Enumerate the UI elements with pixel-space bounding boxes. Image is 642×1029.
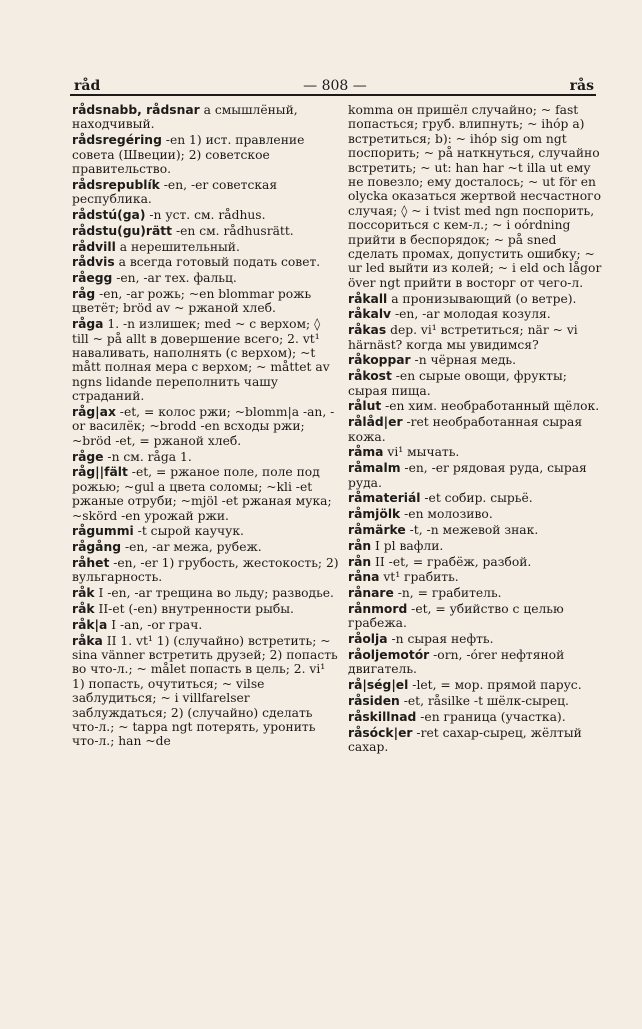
entry-headword: rådstu(gu)rätt — [72, 223, 173, 238]
dictionary-entry — [72, 103, 340, 132]
dictionary-entry — [72, 240, 340, 254]
dictionary-entry — [348, 415, 602, 444]
entry-definition: -en, -er советская республика. — [72, 177, 278, 207]
dictionary-entry — [348, 461, 602, 490]
entry-definition: -en граница (участка). — [416, 709, 566, 724]
dictionary-entry — [348, 307, 602, 321]
entry-definition: I -an, -or грач. — [107, 617, 203, 632]
entry-headword: råolja — [348, 632, 388, 647]
entry-definition: -n сырая нефть. — [387, 632, 494, 647]
entry-definition: -en молозиво. — [400, 507, 493, 522]
entry-definition: -orn, -órer нефтяной двигатель. — [348, 648, 565, 677]
dictionary-entry — [348, 399, 602, 413]
dictionary-entry — [348, 632, 602, 646]
entry-headword: rånare — [348, 586, 394, 601]
entry-headword: råna — [348, 570, 380, 585]
entry-headword: råmateriál — [348, 491, 421, 506]
entry-headword: råka — [72, 633, 103, 648]
dictionary-entry — [348, 323, 602, 352]
right-column — [348, 103, 602, 756]
entry-definition: -en см. rådhusrätt. — [172, 223, 294, 238]
entry-definition: -en, -ar тех. фальц. — [112, 271, 237, 286]
dictionary-entry — [348, 586, 602, 600]
entry-definition: a смышлёный, находчивый. — [72, 103, 298, 132]
entry-definition: -n чёрная медь. — [410, 353, 517, 368]
entry-headword: råk — [72, 586, 95, 601]
entry-definition: -t, -n межевой знак. — [405, 523, 539, 538]
entry-headword: råmärke — [348, 523, 406, 538]
dictionary-entry — [72, 208, 340, 222]
entry-headword: råegg — [72, 271, 113, 286]
dictionary-entry — [72, 540, 340, 554]
entry-definition: -en, -ar рожь; ~en blommar рожь цветёт; bröd av ~ ржаной хлеб. — [72, 287, 312, 316]
entry-definition: -et собир. сырьё. — [420, 491, 533, 506]
entry-definition: -en, -er рядовая руда, сырая руда. — [348, 461, 587, 490]
dictionary-entry — [348, 445, 602, 459]
entry-headword: råma — [348, 445, 384, 460]
dictionary-entry — [72, 133, 340, 176]
dictionary-entry — [72, 465, 340, 523]
entry-headword: råg||fält — [72, 465, 128, 480]
entry-definition: -et, = убийство с целью грабежа. — [348, 602, 564, 631]
dictionary-entry — [348, 678, 602, 692]
entry-definition: -ret сахар-сырец, жёлтый сахар. — [348, 725, 582, 755]
entry-headword: råg|ax — [72, 405, 116, 420]
entry-definition: -n, = грабитель. — [393, 586, 502, 601]
entry-headword: råmalm — [348, 461, 401, 476]
dictionary-entry — [348, 570, 602, 584]
dictionary-entry — [72, 450, 340, 464]
entry-definition: -et, = ржаное поле, поле под рожью; ~gul a цвета соломы; ~kli -et ржаные отруби; ~mjöl -et ржаная мука; ~skörd -en урожай ржи. — [72, 465, 332, 523]
entry-definition: -en, -ar молодая козуля. — [391, 307, 551, 322]
entry-definition: II 1. vt¹ 1) (случайно) встретить; ~ sina vänner встретить друзей; 2) попасть во что-л.; ~ målet попасть в цель; 2. vi¹ 1) попасть, очутиться; ~ vilse заблудиться; ~ i villfarelser заблуждаться; 2) (случайно) сделать что-л.; ~ tappa ngt потерять, уронить что-л.; han ~de — [72, 633, 338, 749]
dictionary-entry — [348, 523, 602, 537]
entry-headword: råhet — [72, 556, 110, 571]
dictionary-entry — [348, 507, 602, 521]
dictionary-entry — [348, 292, 602, 306]
entry-headword: råg — [72, 287, 96, 301]
dictionary-entry — [348, 539, 602, 553]
entry-headword: råkost — [348, 369, 392, 384]
dictionary-entry — [72, 224, 340, 238]
entry-definition: -en, -ar межа, рубеж. — [121, 540, 262, 555]
dictionary-entry — [72, 255, 340, 269]
entry-headword: råk|a — [72, 617, 108, 632]
entry-definition: -en, -er 1) грубость, жестокость; 2) вульгарность. — [72, 556, 339, 585]
entry-definition: vi¹ мычать. — [383, 445, 460, 460]
dictionary-entry — [348, 694, 602, 708]
entry-headword: rådvill — [72, 239, 116, 254]
entry-definition: -n см. råga 1. — [103, 449, 192, 464]
dictionary-entry — [348, 602, 602, 631]
entry-headword: råkalv — [348, 307, 392, 322]
entry-definition: dep. vi¹ встретиться; när ~ vi härnäst? когда мы увидимся? — [348, 323, 578, 352]
dictionary-entry — [348, 648, 602, 677]
header-right-word: rås — [569, 78, 594, 94]
dictionary-entry — [72, 524, 340, 538]
entry-headword: råga — [72, 317, 104, 332]
entry-definition: I pl вафли. — [371, 538, 444, 553]
entry-definition: -ret необработанная сырая кожа. — [348, 415, 583, 444]
page-header — [74, 72, 594, 94]
entry-headword: rågummi — [72, 524, 134, 539]
entry-definition: -en сырые овощи, фрукты; сырая пища. — [348, 369, 567, 398]
dictionary-entry — [72, 178, 340, 207]
entry-headword: rågång — [72, 540, 122, 555]
entry-headword: råkoppar — [348, 353, 411, 368]
entry-definition: -en хим. необработанный щёлок. — [381, 399, 600, 414]
entry-headword: rån — [348, 538, 372, 553]
entry-definition: -n уст. см. rådhus. — [145, 208, 266, 223]
entry-definition: vt¹ грабить. — [379, 570, 459, 585]
dictionary-entry — [348, 710, 602, 724]
dictionary-entry — [72, 618, 340, 632]
dictionary-entry — [72, 317, 340, 403]
entry-definition: -en 1) ист. правление совета (Швеции); 2) советское правительство. — [72, 133, 305, 177]
entry-headword: råge — [72, 449, 104, 464]
dictionary-entry — [72, 602, 340, 616]
dictionary-entry — [72, 556, 340, 585]
entry-headword: rålåd|er — [348, 415, 403, 430]
entry-definition: II -et, = грабёж, разбой. — [371, 554, 532, 569]
entry-definition: a пронизывающий (о ветре). — [387, 291, 577, 306]
entry-definition: II-et (-en) внутренности рыбы. — [94, 602, 294, 617]
entry-headword: råskillnad — [348, 709, 417, 724]
entry-headword: råk — [72, 602, 95, 617]
entry-headword: rålut — [348, 399, 382, 414]
entry-headword: rådstú(ga) — [72, 208, 146, 223]
dictionary-entry — [72, 271, 340, 285]
entry-definition: a всегда готовый подать совет. — [114, 255, 321, 270]
dictionary-entry — [348, 369, 602, 398]
left-column — [72, 103, 340, 750]
dictionary-entry — [348, 491, 602, 505]
entry-headword: rådsnabb, rådsnar — [72, 103, 200, 117]
entry-definition: a нерешительный. — [115, 239, 240, 254]
dictionary-entry — [348, 103, 602, 290]
entry-headword: råoljemotór — [348, 648, 430, 663]
entry-headword: råmjölk — [348, 507, 401, 522]
header-rule — [70, 94, 596, 96]
entry-definition: -t сырой каучук. — [133, 524, 244, 539]
entry-headword: rån — [348, 554, 372, 569]
entry-definition: 1. -n излишек; med ~ с верхом; ◊ till ~ på allt в довершение всего; 2. vt¹ наваливать, наполнять (с верхом); ~t mått полная мера с верхом; ~ måttet av ngns lidande переполнить чашу страданий. — [72, 317, 330, 404]
entry-definition: -et, råsilke -t шёлк-сырец. — [399, 694, 569, 709]
entry-headword: rå|ség|el — [348, 678, 409, 693]
dictionary-entry — [72, 634, 340, 749]
entry-definition: -et, = колос ржи; ~blomm|a -an, -or василёк; ~brodd -en всходы ржи; ~bröd -et, = ржаной хлеб. — [72, 405, 335, 448]
dictionary-entry — [72, 586, 340, 600]
entry-definition: I -en, -ar трещина во льду; разводье. — [94, 586, 334, 601]
dictionary-entry — [348, 353, 602, 367]
dictionary-entry — [72, 287, 340, 316]
dictionary-entry — [348, 726, 602, 755]
entry-headword: rådvis — [72, 255, 115, 270]
entry-headword: råkall — [348, 291, 388, 306]
entry-definition: -let, = мор. прямой парус. — [408, 678, 582, 693]
entry-definition: komma он пришёл случайно; ~ fast попасться; груб. влипнуть; ~ ihóp a) встретиться; b): ~ ihóp sig om ngt поспорить; ~ på наткнуться, случайно встретить; ~ ut: han har ~t illa ut ему не повезло; ему досталось; ~ ut för en olycka оказаться жертвой несчастного случая; ◊ ~ i tvist med ngn поспорить, поссориться с кем-л.; ~ i oórdning прийти в беспорядок; ~ på sned сделать промах, допустить ошибку; ~ ur led выйти из колей; ~ i eld och lågor över ngt прийти в восторг от чего-л. — [348, 103, 602, 290]
dictionary-entry — [348, 555, 602, 569]
entry-headword: rådsrepublík — [72, 177, 160, 192]
entry-headword: råsóck|er — [348, 725, 413, 740]
page-number: — 808 — — [303, 78, 367, 94]
header-left-word: råd — [74, 78, 101, 94]
entry-headword: rådsregéring — [72, 133, 162, 148]
entry-headword: rånmord — [348, 602, 408, 617]
dictionary-entry — [72, 405, 340, 448]
entry-headword: råkas — [348, 323, 387, 338]
entry-headword: råsiden — [348, 694, 400, 709]
